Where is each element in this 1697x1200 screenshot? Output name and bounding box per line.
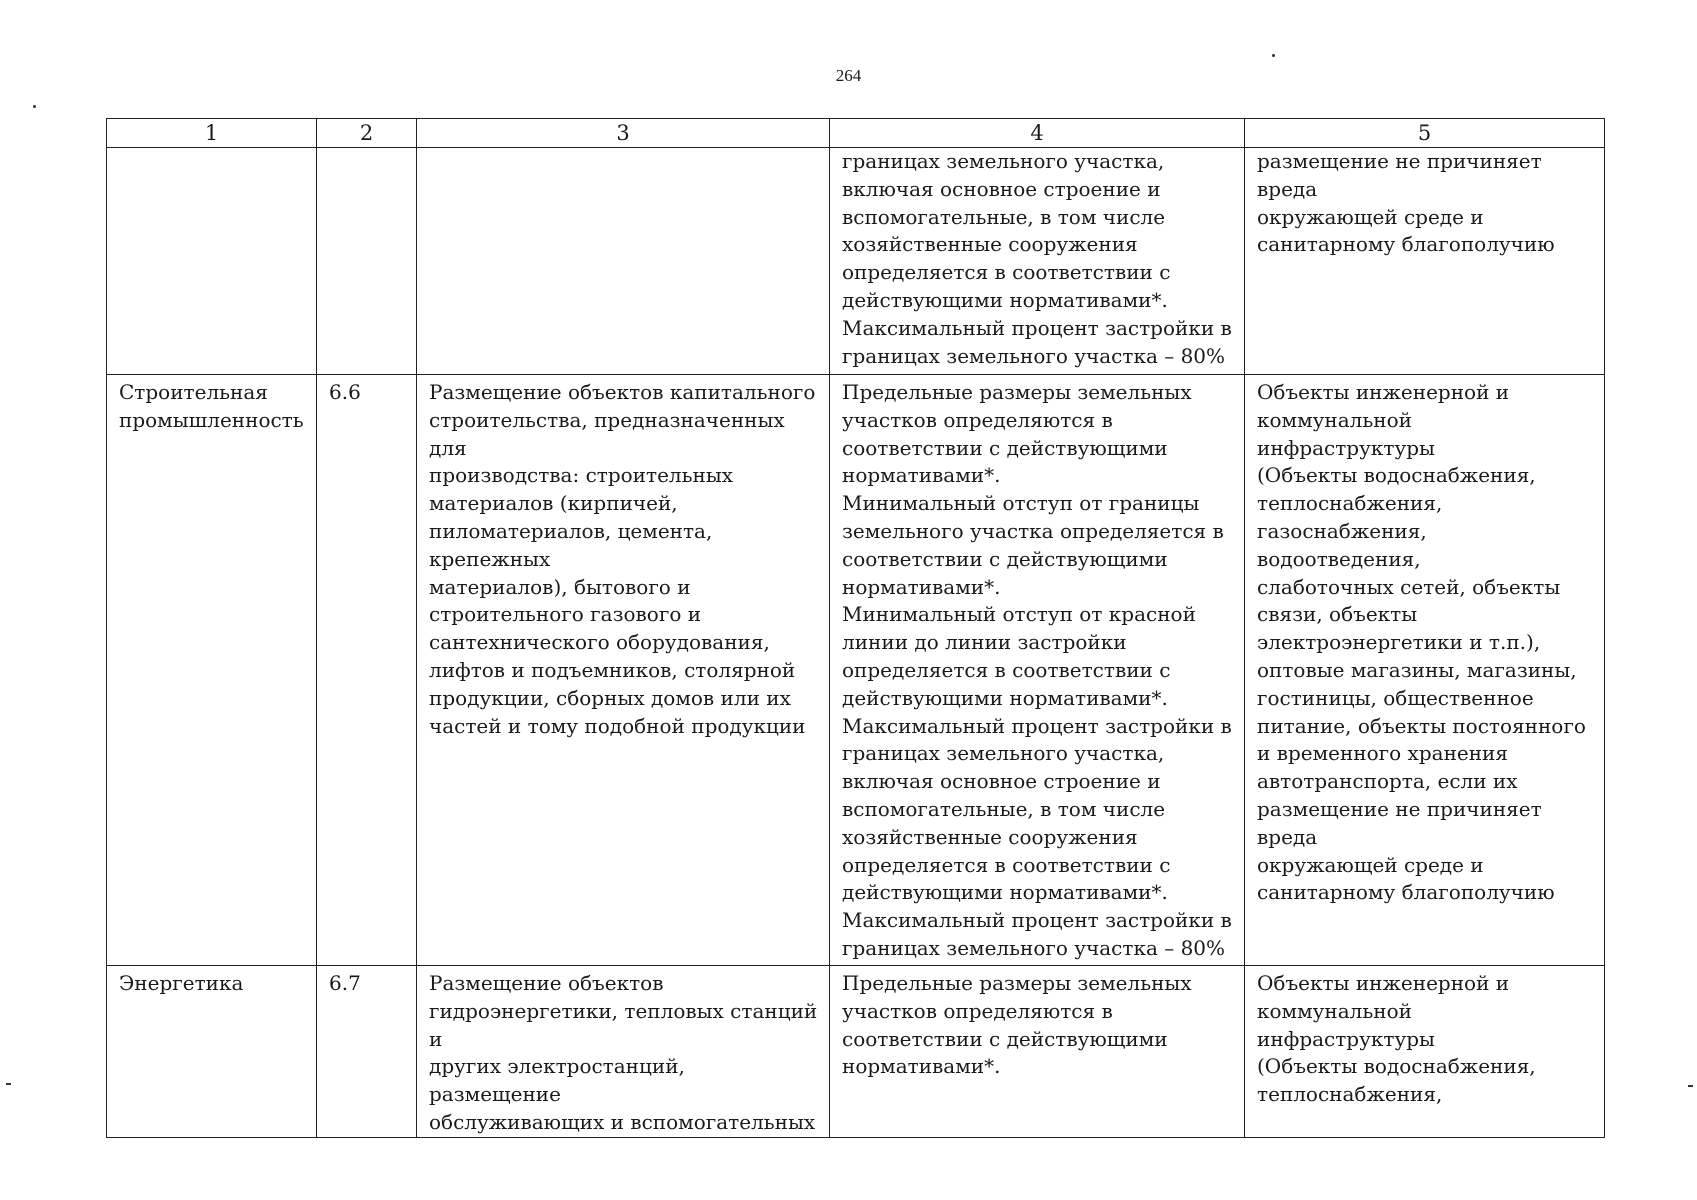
- scan-speck: [1688, 1085, 1693, 1087]
- table-row: [107, 148, 1605, 375]
- column-header-4: 4: [830, 119, 1245, 148]
- use-description: Размещение объектов капитального строительства, предназначенных для производства: строительных материалов (кирпичей, пиломатериалов, цемента, крепежных материалов), бытового и строительного газового и сантехнического оборудования, лифтов и подъемников, столярной продукции, сборных домов или их частей и тому подобной продукции: [429, 380, 816, 738]
- parameters-text: Предельные размеры земельных участков определяются в соответствии с действующими нормативами*. Минимальный отступ от границы земельного участка определяется в соответствии с действующими нормативами*. Минимальный отступ от красной линии до линии застройки определяется в соответствии с действующими нормативами*. Максимальный процент застройки в границах земельного участка, включая основное строение и вспомогательные, в том числе хозяйственные сооружения определяется в соответствии с действующими нормативами*. Максимальный процент застройки в границах земельного участка – 80%: [842, 380, 1232, 960]
- use-code-cell: [317, 375, 417, 966]
- page-number: 264: [835, 66, 862, 85]
- parameters-cell: [830, 375, 1245, 966]
- use-code: 6.7: [329, 971, 361, 995]
- scan-speck: [1272, 54, 1275, 57]
- parameters-text: границах земельного участка, включая основное строение и вспомогательные, в том числе хозяйственные сооружения определяется в соответствии с действующими нормативами*. Максимальный процент застройки в границах земельного участка – 80%: [842, 149, 1232, 368]
- use-name: Строительная промышленность: [119, 380, 304, 432]
- column-header-2: 2: [317, 119, 417, 148]
- use-description-cell: [417, 375, 830, 966]
- table-row: [107, 375, 1605, 966]
- table-row: [107, 966, 1605, 1138]
- auxiliary-cell: [1245, 375, 1605, 966]
- use-code: 6.6: [329, 380, 361, 404]
- scan-speck: [6, 1083, 11, 1085]
- use-description-cell: [417, 148, 830, 375]
- parameters-cell: [830, 966, 1245, 1138]
- use-code-cell: [317, 966, 417, 1138]
- use-name-cell: [107, 966, 317, 1138]
- use-name: Энергетика: [119, 971, 244, 995]
- column-header-5: 5: [1245, 119, 1605, 148]
- auxiliary-cell: [1245, 148, 1605, 375]
- table-header: [107, 119, 1605, 148]
- use-description-cell: [417, 966, 830, 1138]
- regulations-table: [106, 118, 1605, 1138]
- scan-speck: [33, 105, 36, 108]
- auxiliary-cell: [1245, 966, 1605, 1138]
- auxiliary-text: Объекты инженерной и коммунальной инфраструктуры (Объекты водоснабжения, теплоснабжения, газоснабжения, водоотведения, слаботочных сетей, объекты связи, объекты электроэнергетики и т.п.), оптовые магазины, магазины, гостиницы, общественное питание, объекты постоянного и временного хранения автотранспорта, если их размещение не причиняет вреда окружающей среде и санитарному благополучию: [1257, 380, 1586, 905]
- use-name-cell: [107, 148, 317, 375]
- use-code-cell: [317, 148, 417, 375]
- auxiliary-text: размещение не причиняет вреда окружающей среде и санитарному благополучию: [1257, 149, 1555, 257]
- use-name-cell: [107, 375, 317, 966]
- table-body: [107, 148, 1605, 1138]
- column-header-1: 1: [107, 119, 317, 148]
- parameters-cell: [830, 148, 1245, 375]
- column-header-3: 3: [417, 119, 830, 148]
- header-row: [107, 119, 1605, 148]
- parameters-text: Предельные размеры земельных участков определяются в соответствии с действующими нормативами*.: [842, 971, 1192, 1079]
- auxiliary-text: Объекты инженерной и коммунальной инфраструктуры (Объекты водоснабжения, теплоснабжения,: [1257, 971, 1536, 1107]
- use-description: Размещение объектов гидроэнергетики, тепловых станций и других электростанций, размещение обслуживающих и вспомогательных: [429, 971, 818, 1134]
